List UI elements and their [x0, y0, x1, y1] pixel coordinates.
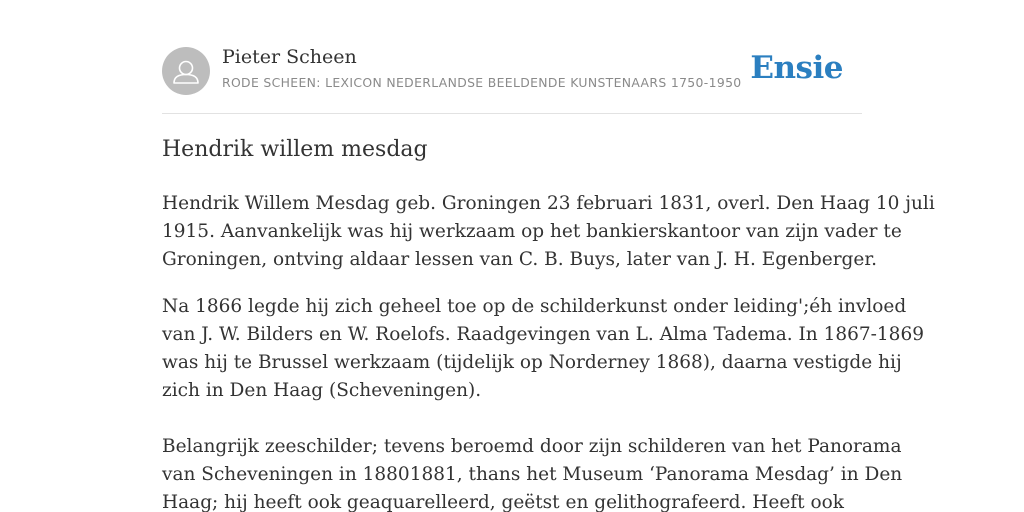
source-link[interactable]: RODE SCHEEN: LEXICON NEDERLANDSE BEELDENDE KUNSTENAARS 1750-1950: [222, 75, 742, 90]
author-avatar[interactable]: [162, 47, 210, 95]
paragraph-line: Groningen, ontving aldaar lessen van C. B. Buys, later van J. H. Egenberger.: [162, 249, 878, 270]
paragraph-line: Hendrik Willem Mesdag geb. Groningen 23 februari 1831, overl. Den Haag 10 juli: [162, 193, 935, 214]
paragraph-line: 1915. Aanvankelijk was hij werkzaam op het bankierskantoor van zijn vader te: [162, 221, 902, 242]
paragraph-3: [162, 433, 902, 512]
paragraph-line: zich in Den Haag (Scheveningen).: [162, 380, 482, 401]
paragraph-line: Haag; hij heeft ook geaquarelleerd, geëtst en gelithografeerd. Heeft ook: [162, 492, 844, 512]
article-header: [162, 44, 862, 98]
paragraph-line: Belangrijk zeeschilder; tevens beroemd door zijn schilderen van het Panorama: [162, 436, 902, 457]
paragraph-2: [162, 293, 924, 405]
paragraph-line: was hij te Brussel werkzaam (tijdelijk op Norderney 1868), daarna vestigde hij: [162, 352, 902, 373]
paragraph-1: [162, 190, 935, 274]
user-icon: [162, 47, 210, 95]
paragraph-line: van Scheveningen in 18801881, thans het Museum ‘Panorama Mesdag’ in Den: [162, 464, 903, 485]
paragraph-line: Na 1866 legde hij zich geheel toe op de schilderkunst onder leiding';éh invloed: [162, 296, 907, 317]
ensie-logo[interactable]: Ensie: [750, 50, 843, 86]
author-name-link[interactable]: Pieter Scheen: [222, 46, 357, 68]
header-divider: [162, 113, 862, 114]
paragraph-line: van J. W. Bilders en W. Roelofs. Raadgevingen van L. Alma Tadema. In 1867-1869: [162, 324, 924, 345]
article-title: Hendrik willem mesdag: [162, 137, 428, 162]
